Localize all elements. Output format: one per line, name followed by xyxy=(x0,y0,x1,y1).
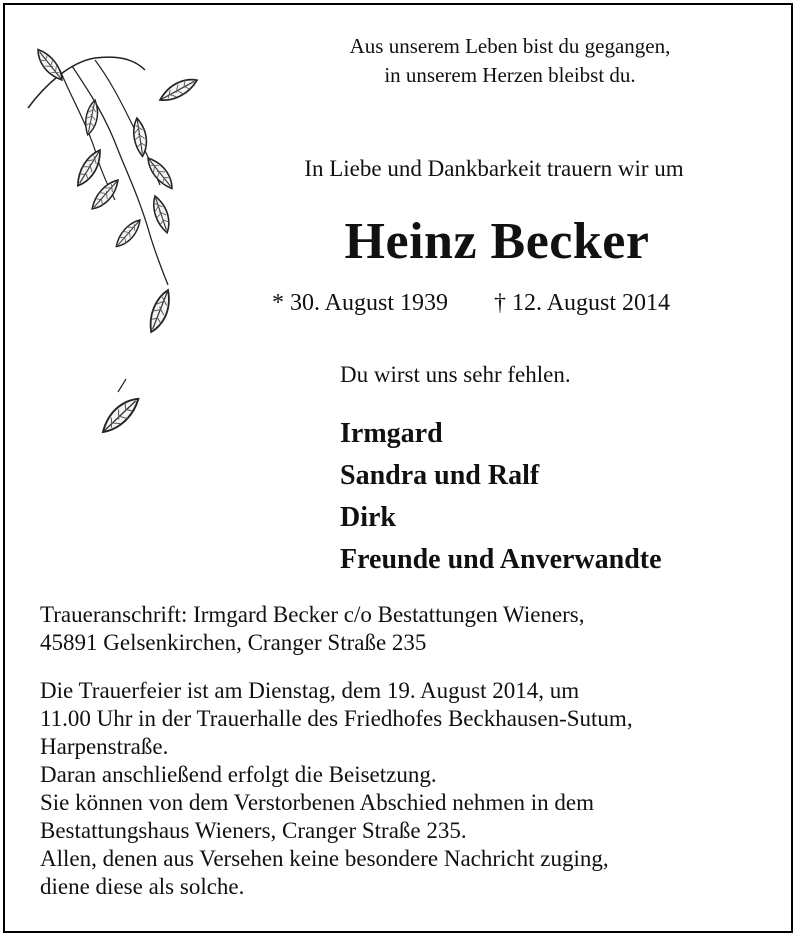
life-dates xyxy=(272,290,670,317)
mourner-name: Irmgard xyxy=(340,418,443,449)
poem-line: Aus unserem Leben bist du gegangen, xyxy=(349,34,671,58)
mourning-address xyxy=(40,601,585,657)
service-line: Allen, denen aus Versehen keine besondere Nachricht zuging, xyxy=(40,846,609,871)
death-date: † 12. August 2014 xyxy=(494,290,671,316)
poem-line: in unserem Herzen bleibst du. xyxy=(384,63,636,87)
mourners-list xyxy=(340,413,662,581)
mourner-name: Freunde und Anverwandte xyxy=(340,544,662,575)
mourner-name: Dirk xyxy=(340,502,396,533)
service-line: Sie können von dem Verstorbenen Abschied nehmen in dem xyxy=(40,790,595,815)
service-line: 11.00 Uhr in der Trauerhalle des Friedhofes Beckhausen-Sutum, xyxy=(40,706,633,731)
birth-date: * 30. August 1939 xyxy=(272,290,449,316)
service-details xyxy=(40,677,633,901)
service-line: diene diese als solche. xyxy=(40,874,245,899)
poem xyxy=(350,32,671,90)
deceased-name: Heinz Becker xyxy=(344,213,650,270)
mourner-name: Sandra und Ralf xyxy=(340,460,540,491)
farewell-line: Du wirst uns sehr fehlen. xyxy=(340,362,571,387)
service-line: Harpenstraße. xyxy=(40,734,169,759)
service-line: Bestattungshaus Wieners, Cranger Straße 235. xyxy=(40,818,467,843)
service-line: Daran anschließend erfolgt die Beisetzung. xyxy=(40,762,437,787)
mourning-intro: In Liebe und Dankbarkeit trauern wir um xyxy=(304,156,684,181)
address-line: 45891 Gelsenkirchen, Cranger Straße 235 xyxy=(40,630,427,655)
falling-leaf-icon xyxy=(0,0,240,460)
service-line: Die Trauerfeier ist am Dienstag, dem 19. August 2014, um xyxy=(40,678,580,703)
address-line: Traueranschrift: Irmgard Becker c/o Bestattungen Wieners, xyxy=(40,602,585,627)
